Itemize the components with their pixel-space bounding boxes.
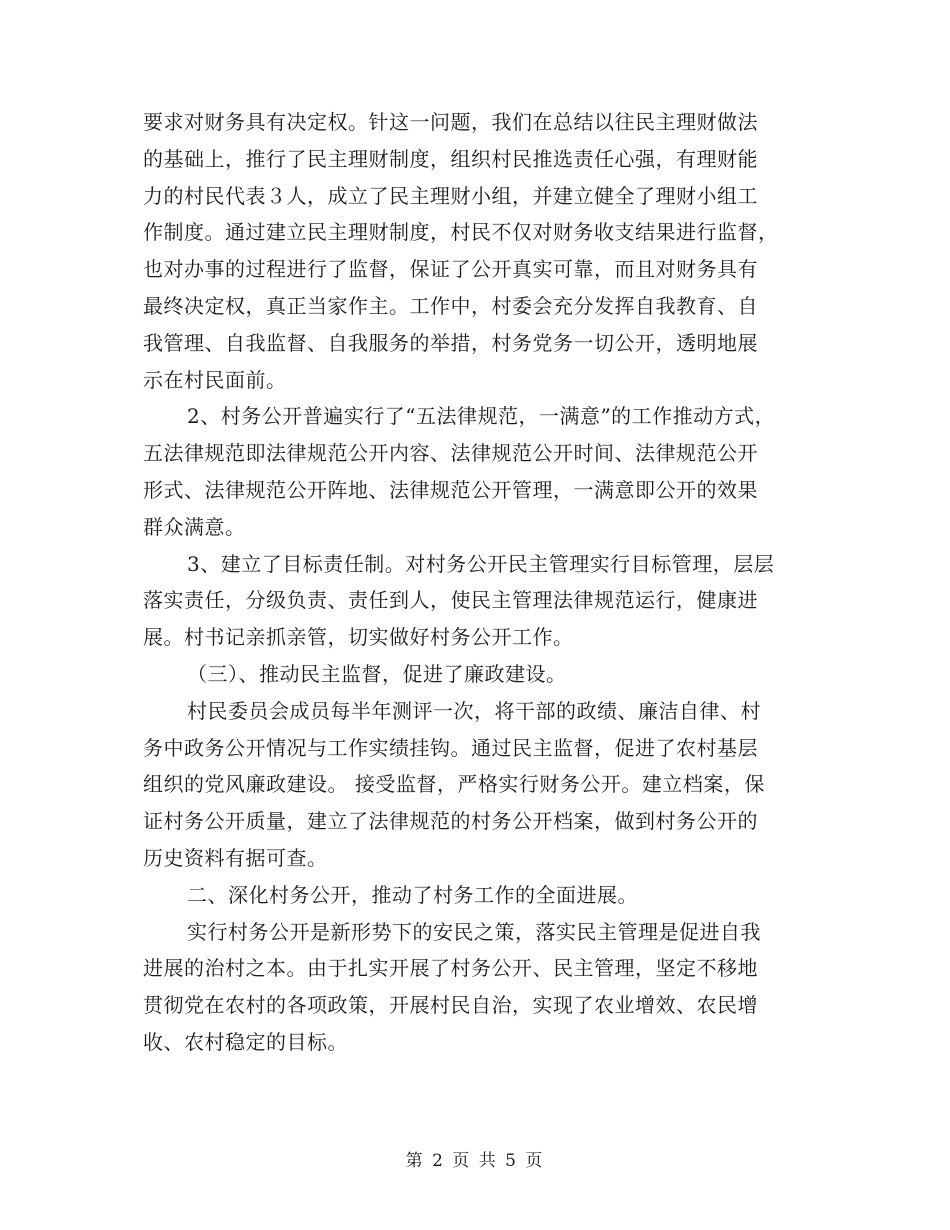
paragraph-start-line: 3、建立了目标责任制。对村务公开民主管理实行目标管理，层层 [187, 551, 775, 576]
text-line: 作制度。通过建立民主理财制度，村民不仅对财务收支结果进行监督， [143, 220, 779, 245]
text-line: 也对办事的过程进行了监督，保证了公开真实可靠，而且对财务具有 [143, 257, 758, 282]
text-line: 贯彻党在农村的各项政策，开展村民自治，实现了农业增效、农民增 [143, 993, 758, 1018]
paragraph-start-line: 村民委员会成员每半年测评一次，将干部的政绩、廉洁自律、村 [187, 698, 761, 723]
text-line: 力的村民代表３人，成立了民主理财小组，并建立健全了理财小组工 [143, 183, 758, 208]
text-line: 要求对财务具有决定权。针这一问题，我们在总结以往民主理财做法 [143, 110, 758, 134]
text-line: 示在村民面前。 [143, 367, 287, 392]
text-line: 务中政务公开情况与工作实绩挂钩。通过民主监督，促进了农村基层 [143, 735, 758, 760]
text-line: 组织的党风廉政建设。 接受监督，严格实行财务公开。建立档案，保 [143, 772, 765, 797]
text-line: 最终决定权，真正当家作主。工作中，村委会充分发挥自我教育、自 [143, 293, 758, 318]
text-line: 形式、法律规范公开阵地、法律规范公开管理，一满意即公开的效果 [143, 477, 758, 502]
text-line: 收、农村稳定的目标。 [143, 1029, 348, 1054]
document-body [143, 104, 823, 1061]
text-line: 的基础上，推行了民主理财制度，组织村民推选责任心强，有理财能 [143, 146, 758, 171]
text-line: 历史资料有据可查。 [143, 845, 328, 870]
text-line: 群众满意。 [143, 514, 246, 539]
section-heading: （三）、推动民主监督，促进了廉政建设。 [187, 661, 567, 686]
text-line: 落实责任，分级负责、责任到人，使民主管理法律规范运行，健康进 [143, 588, 758, 613]
text-line: 进展的治村之本。由于扎实开展了村务公开、民主管理，坚定不移地 [143, 956, 758, 981]
text-line: 五法律规范即法律规范公开内容、法律规范公开时间、法律规范公开 [143, 441, 758, 466]
text-line: 展。村书记亲抓亲管，切实做好村务公开工作。 [143, 625, 574, 650]
text-line: 我管理、自我监督、自我服务的举措，村务党务一切公开，透明地展 [143, 330, 758, 355]
section-heading: 二、深化村务公开，推动了村务工作的全面进展。 [187, 882, 638, 907]
paragraph-start-line: 2、村务公开普遍实行了“五法律规范，一满意”的工作推动方式， [187, 404, 776, 429]
page-number-footer: 第 2 页 共 5 页 [405, 1151, 545, 1171]
text-line: 证村务公开质量，建立了法律规范的村务公开档案，做到村务公开的 [143, 809, 758, 834]
paragraph-start-line: 实行村务公开是新形势下的安民之策，落实民主管理是促进自我 [187, 919, 761, 944]
